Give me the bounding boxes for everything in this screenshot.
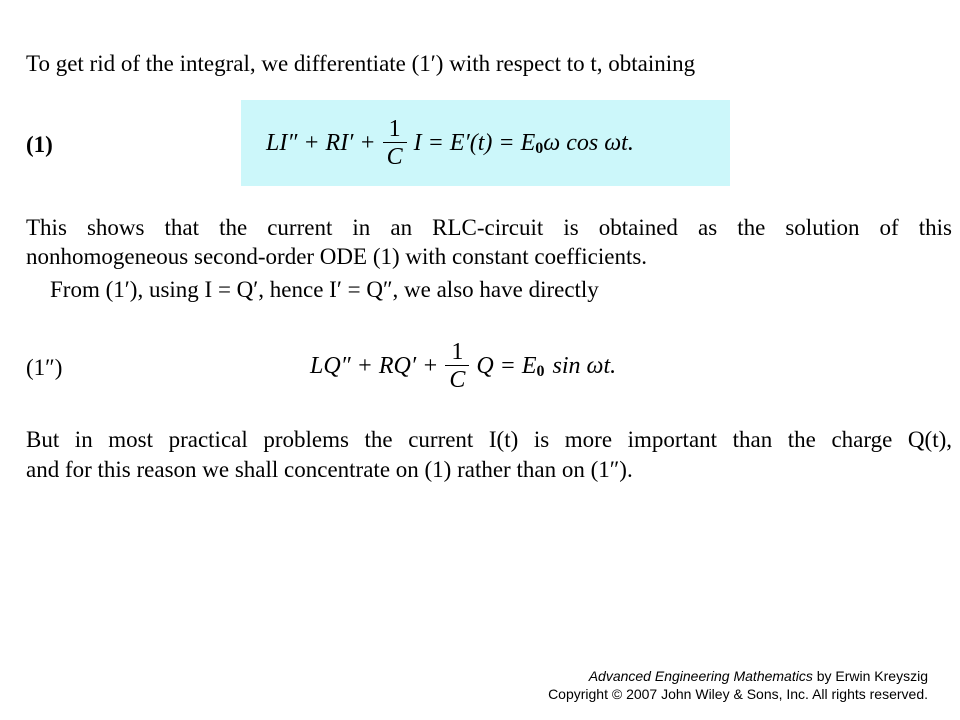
paragraph-2-line-2: and for this reason we shall concentrate on (1) rather than on (1″). [26, 457, 633, 482]
equation-2 [310, 335, 616, 397]
equation-1-right-pre: I = E′(t) = E [413, 129, 536, 156]
equation-1-subscript: 0 [535, 140, 544, 157]
equation-1-right-post: ω cos ωt. [543, 129, 634, 156]
equation-1-fraction [383, 116, 407, 171]
equation-2-number: (1″) [26, 355, 63, 380]
paragraph-1-line-2: nonhomogeneous second-order ODE (1) with constant coefficients. [26, 244, 648, 269]
equation-2-right-pre: Q = E [476, 352, 537, 379]
equation-1-left: LI″ + RI′ + [266, 129, 376, 156]
equation-2-fraction [445, 339, 469, 394]
footer-citation [548, 667, 928, 685]
book-author: by Erwin Kreyszig [812, 668, 928, 684]
equation-2-left: LQ″ + RQ′ + [310, 352, 439, 379]
equation-2-right-post: sin ωt. [552, 352, 617, 379]
footer-copyright: Copyright © 2007 John Wiley & Sons, Inc. All rights reserved. [548, 686, 928, 702]
paragraph-1-line-1: This shows that the current in an RLC-circuit is obtained as the solution of this [26, 215, 952, 240]
book-title: Advanced Engineering Mathematics [588, 668, 813, 684]
equation-1-frac-num: 1 [388, 115, 401, 142]
equation-2-frac-num: 1 [451, 338, 464, 365]
equation-1-number: (1) [26, 132, 53, 157]
paragraph-2-line-1: But in most practical problems the current I(t) is more important than the charge Q(t), [26, 427, 952, 452]
paragraph-1-line-3: From (1′), using I = Q′, hence I′ = Q″, we also have directly [50, 277, 599, 302]
footer [548, 667, 928, 703]
equation-1 [266, 112, 634, 174]
equation-1-frac-den: C [386, 143, 403, 170]
intro-line: To get rid of the integral, we differentiate (1′) with respect to t, obtaining [26, 51, 696, 76]
equation-2-subscript: 0 [536, 363, 545, 380]
equation-2-frac-den: C [449, 366, 466, 393]
